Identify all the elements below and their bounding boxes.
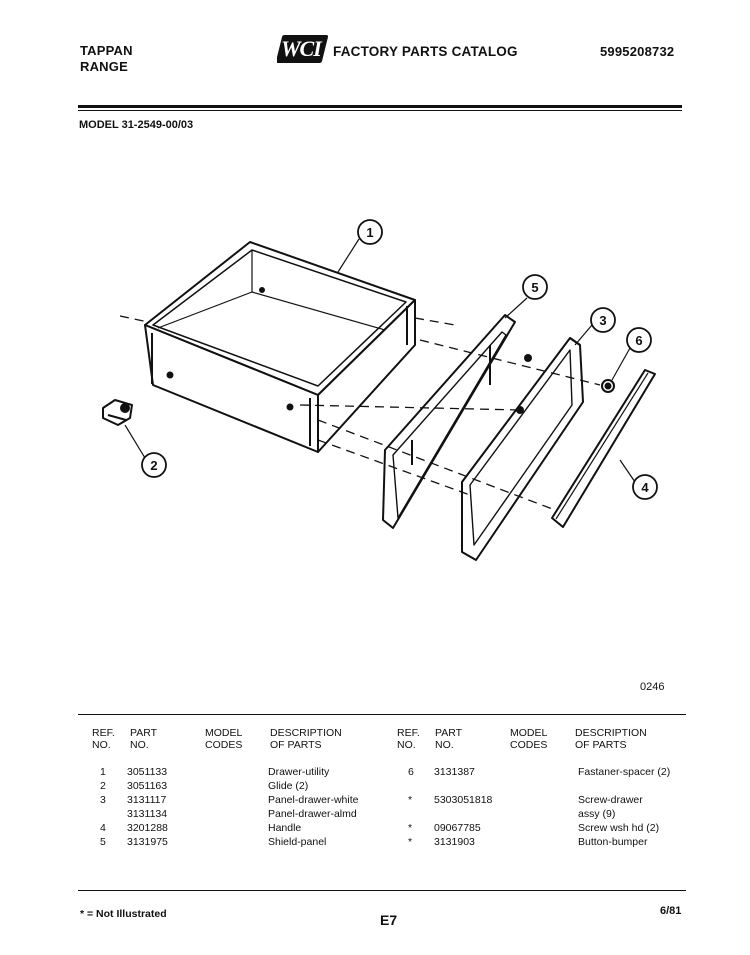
model-number: MODEL 31-2549-00/03 — [79, 119, 194, 131]
callout-5: 5 — [531, 280, 539, 295]
callout-3: 3 — [599, 313, 607, 328]
glide-part — [103, 400, 132, 425]
brand-line-1: TAPPAN — [80, 43, 133, 58]
header-part-right: PART NO. — [435, 727, 463, 751]
callout-2: 2 — [150, 458, 158, 473]
table-top-rule — [78, 714, 686, 715]
header-desc: DESCRIPTION OF PARTS — [270, 727, 342, 751]
table-bottom-rule — [78, 890, 686, 891]
header-part: PART NO. — [130, 727, 158, 751]
callout-4: 4 — [641, 480, 649, 495]
header-desc-right: DESCRIPTION OF PARTS — [575, 727, 647, 751]
callout-6: 6 — [635, 333, 643, 348]
header-ref-right: REF. NO. — [397, 727, 420, 751]
brand-line-2: RANGE — [80, 59, 128, 74]
callout-1: 1 — [366, 225, 374, 240]
drawer-utility-part — [145, 242, 415, 452]
header-model-right: MODEL CODES — [510, 727, 548, 751]
header-ref: REF. NO. — [92, 727, 115, 751]
catalog-number: 5995208732 — [600, 44, 675, 59]
page-number: E7 — [380, 912, 398, 928]
catalog-title: FACTORY PARTS CATALOG — [333, 44, 518, 59]
logo-text: WCI — [281, 36, 321, 61]
catalog-date: 6/81 — [660, 905, 682, 917]
figure-code: 0246 — [640, 681, 665, 693]
fastener-spacer-part — [602, 380, 614, 392]
header-model: MODEL CODES — [205, 727, 243, 751]
footnote: * = Not Illustrated — [80, 908, 167, 920]
